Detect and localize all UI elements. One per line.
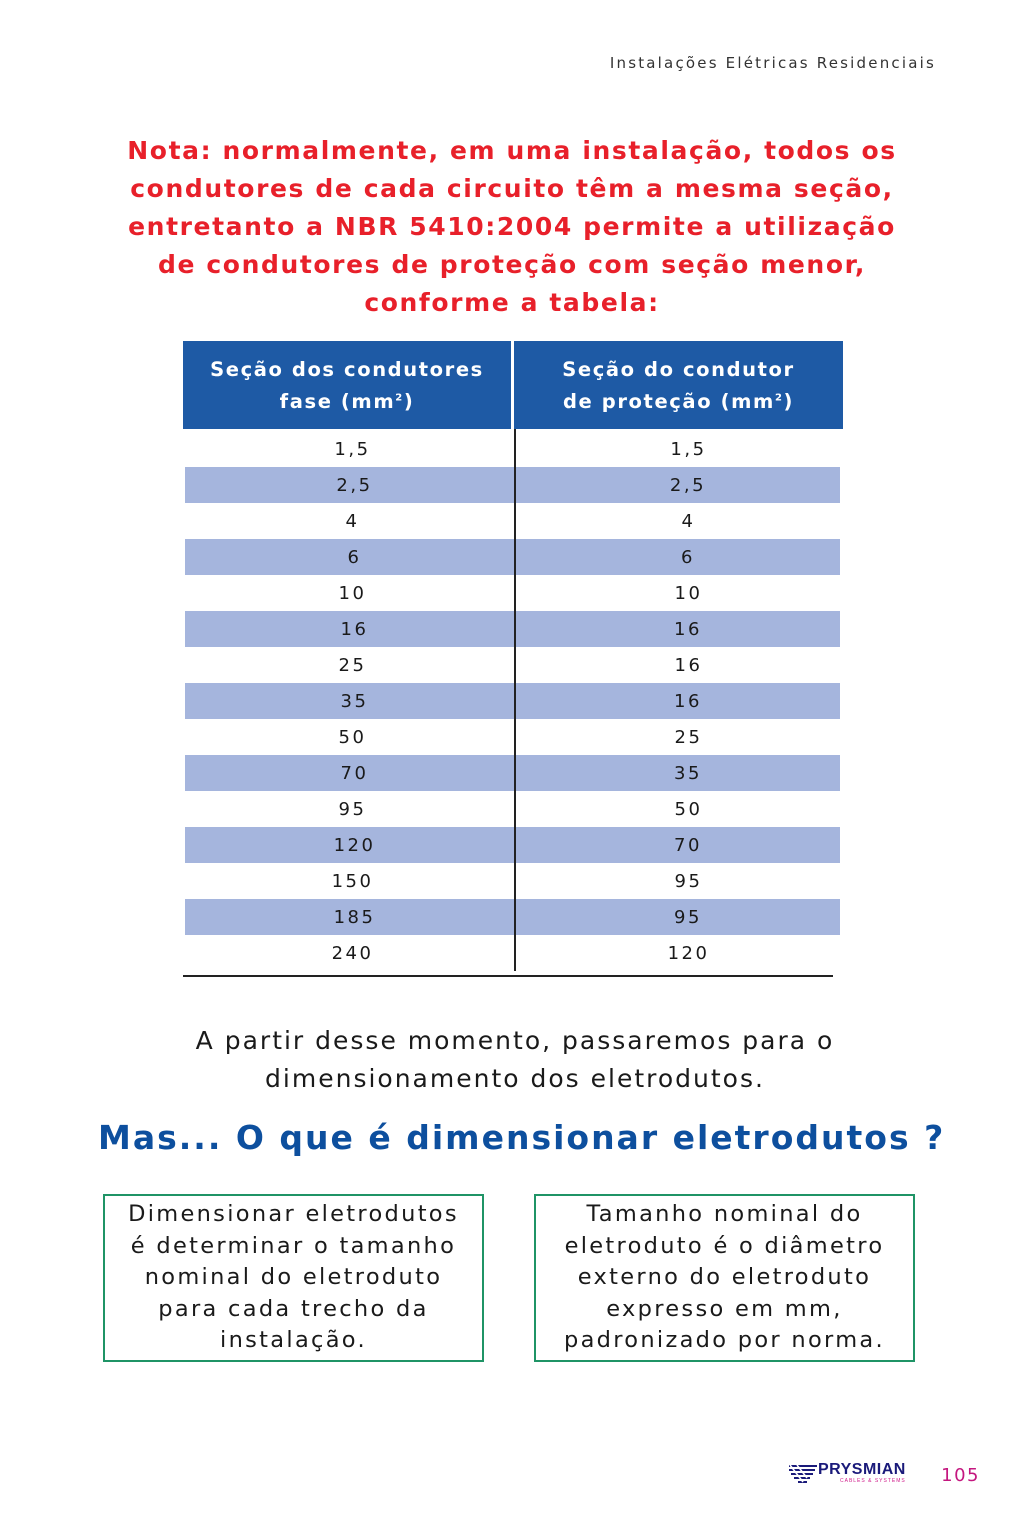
header-phase-line2-wrap: [210, 386, 484, 418]
protection-section-cell: 35: [674, 762, 702, 784]
table-row: [183, 431, 843, 467]
header-protection-sup: 2: [774, 392, 784, 404]
phase-section-cell: 1,5: [334, 438, 371, 460]
protection-section-cell: 95: [674, 870, 703, 892]
header-phase-conductor: [183, 341, 514, 429]
phase-section-cell: 150: [331, 870, 374, 892]
phase-section-cell: 16: [340, 618, 369, 640]
box-line: nominal do eletroduto: [144, 1264, 443, 1291]
box-line: é determinar o tamanho: [130, 1232, 457, 1259]
paragraph-line: dimensionamento dos eletrodutos.: [265, 1064, 765, 1093]
box-line: instalação.: [220, 1327, 367, 1354]
table-row: [185, 755, 840, 791]
section-question-heading: Mas... O que é dimensionar eletrodutos ?: [98, 1118, 946, 1157]
note-line: conforme a tabela:: [364, 288, 660, 317]
phase-section-cell: 25: [338, 654, 367, 676]
box-line: padronizado por norma.: [564, 1327, 885, 1354]
header-protection-line2-wrap: [562, 386, 795, 418]
note-paragraph: [100, 132, 924, 322]
page-number: 105: [941, 1465, 980, 1486]
paragraph-line: A partir desse momento, passaremos para o: [195, 1026, 835, 1055]
table-header: [183, 341, 843, 429]
header-phase-close: ): [403, 390, 415, 413]
protection-section-cell: 10: [674, 582, 703, 604]
prysmian-wave-icon: [788, 1463, 818, 1483]
table-row: [185, 611, 840, 647]
definition-box-dimensioning: [103, 1194, 484, 1362]
protection-section-cell: 6: [681, 546, 695, 568]
table-body: [183, 429, 843, 971]
header-protection-close: ): [783, 390, 795, 413]
header-phase-sup: 2: [395, 392, 404, 404]
table-row: [183, 719, 843, 755]
protection-section-cell: 1,5: [670, 438, 707, 460]
note-line: Nota: normalmente, em uma instalação, todos os: [127, 136, 897, 165]
transition-paragraph: [120, 1022, 910, 1098]
protection-section-cell: 95: [674, 906, 702, 928]
protection-section-cell: 16: [674, 618, 702, 640]
note-line: entretanto a NBR 5410:2004 permite a utilização: [128, 212, 896, 241]
note-line: condutores de cada circuito têm a mesma seção,: [130, 174, 894, 203]
conductor-section-table: [183, 341, 843, 977]
protection-section-cell: 25: [674, 726, 703, 748]
table-row: [185, 899, 840, 935]
phase-section-cell: 70: [340, 762, 369, 784]
phase-section-cell: 4: [345, 510, 360, 532]
table-row: [185, 539, 840, 575]
box-line: externo do eletroduto: [577, 1264, 872, 1291]
phase-section-cell: 240: [331, 942, 374, 964]
brand-subtitle: CABLES & SYSTEMS: [840, 1478, 906, 1484]
header-protection-conductor: [514, 341, 843, 429]
box-line: Dimensionar eletrodutos: [128, 1201, 459, 1228]
phase-section-cell: 10: [338, 582, 367, 604]
protection-section-cell: 2,5: [669, 474, 707, 496]
protection-section-cell: 50: [674, 798, 703, 820]
box-line: Tamanho nominal do: [586, 1201, 863, 1228]
box-line: expresso em mm,: [606, 1295, 843, 1322]
header-phase-line2: fase (mm: [279, 390, 396, 413]
brand-name: PRYSMIAN: [818, 1461, 906, 1478]
table-row: [185, 827, 840, 863]
table-row: [183, 791, 843, 827]
protection-section-cell: 120: [667, 942, 710, 964]
column-divider: [514, 429, 516, 971]
phase-section-cell: 35: [340, 690, 369, 712]
table-row: [183, 863, 843, 899]
phase-section-cell: 6: [347, 546, 362, 568]
table-row: [183, 503, 843, 539]
prysmian-logo: [788, 1462, 906, 1484]
table-bottom-rule: [183, 975, 833, 977]
table-row: [183, 647, 843, 683]
protection-section-cell: 70: [674, 834, 702, 856]
box-line: para cada trecho da: [158, 1295, 429, 1322]
header-phase-line1: Seção dos condutores: [210, 358, 484, 381]
table-row: [185, 467, 840, 503]
phase-section-cell: 185: [333, 906, 376, 928]
protection-section-cell: 16: [674, 690, 702, 712]
table-row: [183, 935, 843, 971]
protection-section-cell: 16: [674, 654, 703, 676]
phase-section-cell: 50: [338, 726, 367, 748]
protection-section-cell: 4: [681, 510, 696, 532]
header-protection-line2: de proteção (mm: [562, 390, 775, 413]
phase-section-cell: 2,5: [336, 474, 373, 496]
phase-section-cell: 120: [333, 834, 376, 856]
phase-section-cell: 95: [338, 798, 367, 820]
table-row: [183, 575, 843, 611]
box-line: eletroduto é o diâmetro: [564, 1232, 885, 1259]
note-line: de condutores de proteção com seção menor,: [158, 250, 866, 279]
running-header: Instalações Elétricas Residenciais: [609, 54, 936, 72]
definition-box-nominal-size: [534, 1194, 915, 1362]
table-row: [185, 683, 840, 719]
header-protection-line1: Seção do condutor: [562, 358, 795, 381]
